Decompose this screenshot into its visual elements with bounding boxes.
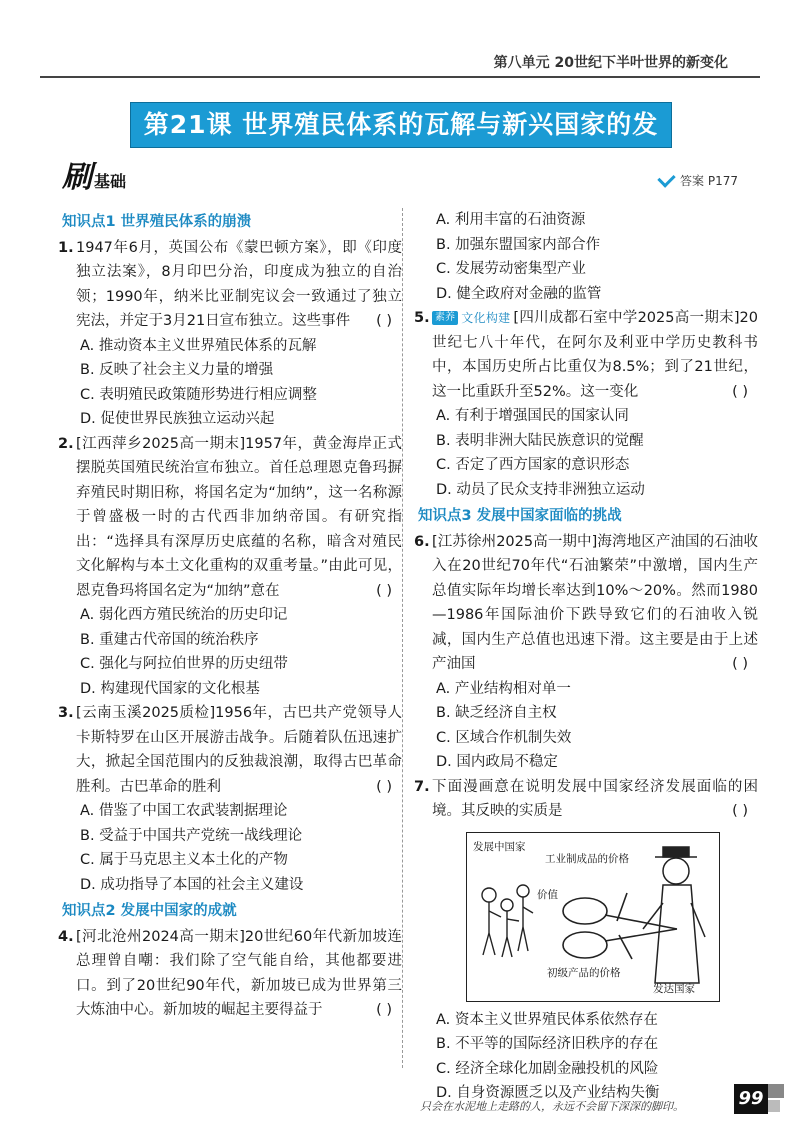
question-3 (58, 701, 402, 799)
question-stem: [云南玉溪2025质检]1956年，古巴共产党领导人卡斯特罗在山区开展游击战争。后随着队伍迅速扩大，掀起全国范围内的反独裁浪潮，取得古巴革命胜利。古巴革命的胜利 (76, 705, 402, 795)
answer-blank: ( ) (376, 582, 392, 599)
option-a: A. 推动资本主义世界殖民体系的瓦解 (80, 337, 317, 354)
question-6 (414, 530, 758, 677)
question-stem: [河北沧州2024高一期末]20世纪60年代新加坡连总理曾自嘲：我们除了空气能自给，其他都要进口。到了20世纪90年代，新加坡已成为世界第三大炼油中心。新加坡的崛起主要得益于 (76, 928, 402, 1018)
option-c: C. 经济全球化加剧金融投机的风险 (436, 1060, 659, 1077)
question-number: 2. (58, 435, 74, 452)
section-tag (62, 160, 126, 196)
answer-blank: ( ) (732, 803, 748, 819)
question-5 (414, 306, 758, 404)
option-d: D. 促使世界民族独立运动兴起 (80, 411, 275, 427)
cartoon-label-value: 价值 (537, 888, 558, 901)
column-divider (402, 208, 403, 1068)
footer-quote: 只会在水泥地上走路的人，永远不会留下深深的脚印。 (420, 1100, 684, 1113)
answer-blank: ( ) (732, 383, 748, 400)
page-number: 99 (734, 1084, 768, 1114)
option-b: B. 不平等的国际经济旧秩序的存在 (436, 1036, 659, 1052)
option-d: D. 国内政局不稳定 (436, 754, 558, 770)
cartoon-label-primary: 初级产品的价格 (547, 966, 621, 979)
section-tag-small: 基础 (94, 172, 127, 191)
answer-blank: ( ) (376, 1002, 392, 1018)
option-d: D. 自身资源匮乏以及产业结构失衡 (436, 1085, 660, 1101)
question-number: 4. (58, 928, 74, 945)
check-icon (657, 169, 675, 187)
question-1 (58, 236, 402, 334)
option-d: D. 构建现代国家的文化根基 (80, 680, 260, 697)
question-stem: [江西萍乡2025高一期末]1957年，黄金海岸正式摆脱英国殖民统治宣布独立。首任总理恩克鲁玛摒弃殖民时期旧称，将国名定为“加纳”，这一名称源于曾盛极一时的古代西非加纳帝国。有研究指出：“选择具有深厚历史底蕴的名称，暗含对殖民文化解构与本土文化重构的双重考量。”由此可见，恩克鲁玛将国名定为“加纳”意在 (76, 435, 402, 599)
option-b: B. 缺乏经济自主权 (436, 705, 557, 721)
option-b: B. 加强东盟国家内部合作 (436, 236, 601, 253)
header-rule (40, 76, 760, 78)
left-column (58, 208, 402, 1023)
answer-reference (659, 172, 738, 189)
option-a: A. 弱化西方殖民统治的历史印记 (80, 607, 288, 623)
question-stem: 下面漫画意在说明发展中国家经济发展面临的困境。其反映的实质是 (432, 778, 758, 819)
knowledge-point-2: 知识点2 发展中国家的成就 (62, 903, 237, 919)
literacy-tag-label: 文化构建 (461, 311, 511, 325)
cartoon-label-industrial: 工业制成品的价格 (545, 852, 629, 865)
cartoon-label-developing: 发展中国家 (473, 840, 526, 853)
corner-decoration (768, 1100, 780, 1112)
question-7 (414, 775, 758, 824)
question-number: 5. (414, 310, 430, 326)
knowledge-point-1: 知识点1 世界殖民体系的崩溃 (62, 214, 252, 230)
option-a: A. 利用丰富的石油资源 (436, 212, 586, 228)
option-a: A. 有利于增强国民的国家认同 (436, 408, 629, 424)
answer-blank: ( ) (376, 313, 392, 329)
option-b: B. 受益于中国共产党统一战线理论 (80, 827, 303, 844)
question-number: 1. (58, 239, 74, 256)
cartoon-illustration (466, 832, 720, 1002)
question-2 (58, 432, 402, 604)
question-number: 3. (58, 705, 74, 721)
option-b: B. 表明非洲大陆民族意识的觉醒 (436, 432, 644, 449)
option-c: C. 区域合作机制失效 (436, 729, 572, 746)
option-b: B. 反映了社会主义力量的增强 (80, 362, 274, 378)
option-d: D. 成功指导了本国的社会主义建设 (80, 876, 304, 893)
question-number: 7. (414, 778, 430, 795)
answer-blank: ( ) (376, 778, 392, 795)
cartoon-label-developed: 发达国家 (653, 982, 695, 995)
option-c: C. 发展劳动密集型产业 (436, 261, 586, 277)
running-head: 第八单元 20世纪下半叶世界的新变化 (493, 55, 728, 71)
option-a: A. 资本主义世界殖民体系依然存在 (436, 1011, 658, 1028)
lesson-title: 第21课 世界殖民体系的瓦解与新兴国家的发展 (143, 110, 659, 183)
right-column (414, 208, 758, 1106)
section-tag-big: 刷 (62, 160, 92, 195)
knowledge-point-3: 知识点3 发展中国家面临的挑战 (418, 508, 622, 524)
option-a: A. 借鉴了中国工农武装割据理论 (80, 803, 288, 819)
option-c: C. 强化与阿拉伯世界的历史纽带 (80, 656, 288, 672)
question-stem: [江苏徐州2025高一期中]海湾地区产油国的石油收入在20世纪70年代“石油繁荣”中激增，国内生产总值实际年均增长率达到10%～20%。然而1980—1986年国际油价下跌导致它们的石油收入锐减，国内生产总值也迅速下滑。这主要是由于上述产油国 (432, 533, 758, 672)
option-c: C. 属于马克思主义本土化的产物 (80, 852, 288, 868)
corner-decoration (768, 1084, 784, 1098)
answer-reference-text: 答案 P177 (680, 174, 738, 188)
question-4 (58, 925, 402, 1023)
lesson-title-banner (130, 102, 672, 183)
option-c: C. 表明殖民政策随形势进行相应调整 (80, 386, 317, 403)
option-c: C. 否定了西方国家的意识形态 (436, 457, 630, 473)
answer-blank: ( ) (732, 656, 748, 672)
option-a: A. 产业结构相对单一 (436, 680, 571, 697)
option-d: D. 动员了民众支持非洲独立运动 (436, 481, 645, 498)
option-b: B. 重建古代帝国的统治秩序 (80, 631, 259, 648)
question-stem: 1947年6月，英国公布《蒙巴顿方案》，即《印度独立法案》，8月印巴分治，印度成为独立的自治领；1990年，纳米比亚制宪议会一致通过了独立宪法，并定于3月21日宣布独立。这些事件 (76, 239, 402, 329)
literacy-tag: 素养 (432, 311, 458, 325)
question-number: 6. (414, 533, 430, 550)
question-stem: [四川成都石室中学2025高一期末]20世纪七八十年代，在阿尔及利亚中学历史教科书中，本国历史所占比重仅为8.5%；到了21世纪，这一比重跃升至52%。这一变化 (432, 310, 758, 400)
option-d: D. 健全政府对金融的监管 (436, 285, 602, 302)
